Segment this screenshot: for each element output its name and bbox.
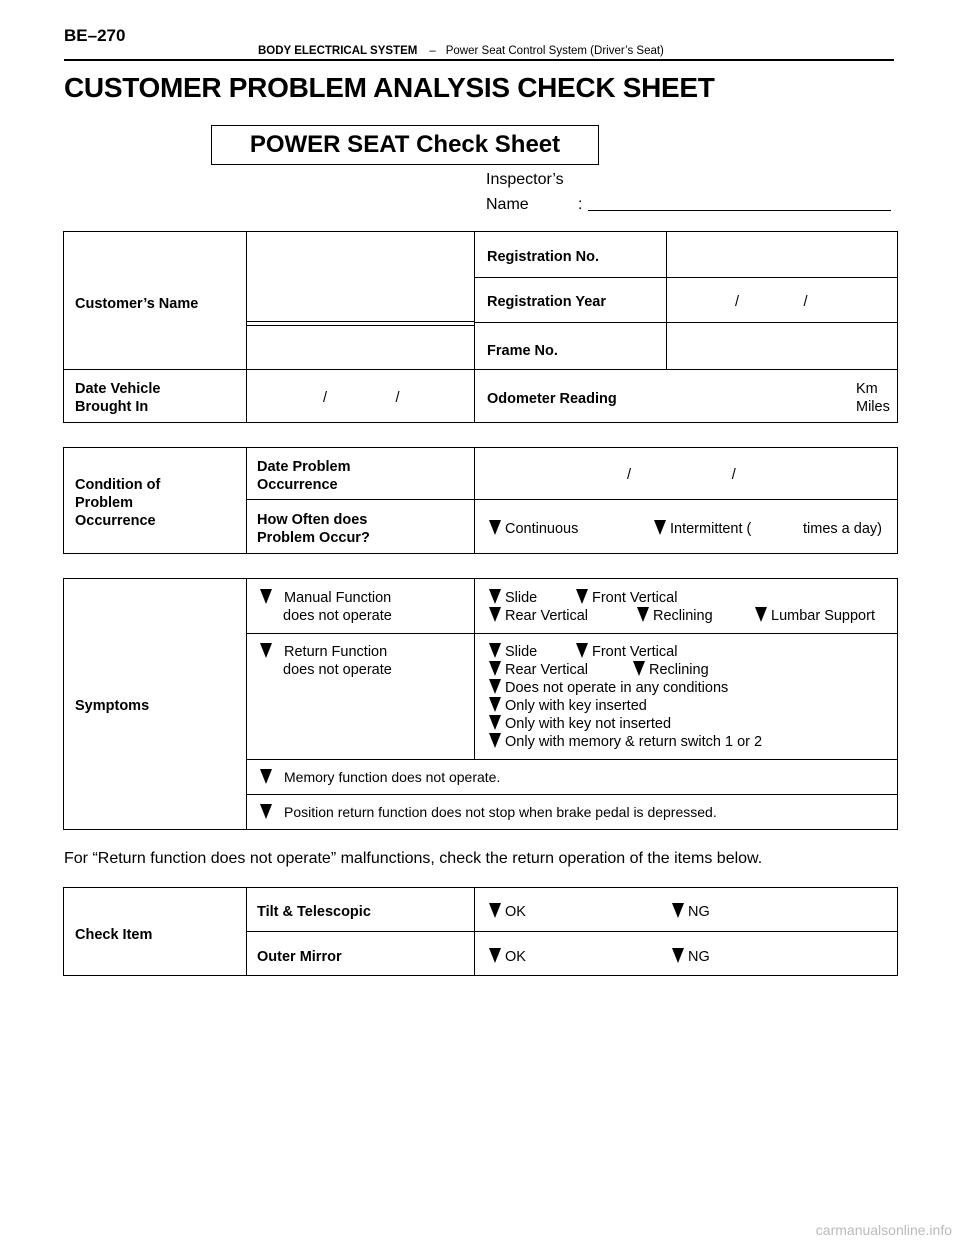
return-check-note: For “Return function does not operate” malfunctions, check the return operation of the items below. <box>64 850 763 867</box>
mirror-ok-option[interactable]: OK <box>489 948 526 966</box>
unit-km: Km <box>856 381 878 397</box>
registration-year-field[interactable]: / / <box>735 294 808 310</box>
registration-no-label: Registration No. <box>487 249 599 265</box>
checkbox-triangle-icon <box>489 733 501 748</box>
return-slide[interactable]: Slide <box>489 643 537 661</box>
checkbox-triangle-icon <box>633 661 645 676</box>
tilt-ok-option[interactable]: OK <box>489 903 526 921</box>
page-number: BE–270 <box>64 26 126 45</box>
inspector-label-line1: Inspector’s <box>486 171 564 188</box>
checkbox-triangle-icon <box>489 607 501 622</box>
checkbox-triangle-icon <box>489 661 501 676</box>
condition-label-3: Occurrence <box>75 513 156 529</box>
condition-table <box>63 447 898 554</box>
check-item-table <box>63 887 898 976</box>
watermark: carmanualsonline.info <box>815 1222 952 1238</box>
checkbox-triangle-icon <box>489 903 501 918</box>
return-any-conditions[interactable]: Does not operate in any conditions <box>489 679 728 697</box>
manual-function-item[interactable]: Manual Function <box>260 589 391 607</box>
checkbox-triangle-icon <box>489 679 501 694</box>
checkbox-triangle-icon <box>489 643 501 658</box>
unit-miles: Miles <box>856 399 890 415</box>
checkbox-triangle-icon <box>576 589 588 604</box>
checkbox-triangle-icon <box>489 948 501 963</box>
checkbox-triangle-icon <box>489 715 501 730</box>
checkbox-triangle-icon <box>755 607 767 622</box>
return-key-not-inserted[interactable]: Only with key not inserted <box>489 715 671 733</box>
checkbox-triangle-icon <box>576 643 588 658</box>
checkbox-triangle-icon <box>489 520 501 535</box>
option-continuous[interactable]: Continuous <box>489 520 578 538</box>
sheet-title-box <box>211 125 599 165</box>
return-rear-vertical[interactable]: Rear Vertical <box>489 661 588 679</box>
date-problem-label-2: Occurrence <box>257 477 338 493</box>
checkbox-triangle-icon <box>260 643 272 658</box>
header-separator: – <box>429 45 436 57</box>
times-a-day-label: times a day) <box>803 521 882 537</box>
sheet-title: POWER SEAT Check Sheet <box>249 131 561 158</box>
checkbox-triangle-icon <box>260 769 272 784</box>
manual-front-vertical[interactable]: Front Vertical <box>576 589 677 607</box>
registration-year-label: Registration Year <box>487 294 607 310</box>
return-memory-switch[interactable]: Only with memory & return switch 1 or 2 <box>489 733 762 751</box>
checkbox-triangle-icon <box>489 589 501 604</box>
inspector-name-field[interactable] <box>588 210 891 211</box>
tilt-telescopic-label: Tilt & Telescopic <box>257 904 371 920</box>
checkbox-triangle-icon <box>260 589 272 604</box>
condition-label-2: Problem <box>75 495 134 511</box>
checkbox-triangle-icon <box>637 607 649 622</box>
how-often-label-2: Problem Occur? <box>257 530 370 546</box>
manual-slide[interactable]: Slide <box>489 589 537 607</box>
customer-name-label: Customer’s Name <box>75 296 199 312</box>
checkbox-triangle-icon <box>489 697 501 712</box>
symptoms-table <box>63 578 898 830</box>
return-front-vertical[interactable]: Front Vertical <box>576 643 677 661</box>
condition-label-1: Condition of <box>75 477 161 493</box>
section-header <box>258 45 664 57</box>
memory-function-item[interactable]: Memory function does not operate. <box>260 768 500 786</box>
odometer-label: Odometer Reading <box>487 391 617 407</box>
tilt-ng-option[interactable]: NG <box>672 903 710 921</box>
customer-table <box>63 231 898 423</box>
return-function-item[interactable]: Return Function <box>260 643 387 661</box>
date-problem-field[interactable]: / / <box>627 467 736 483</box>
mirror-ng-option[interactable]: NG <box>672 948 710 966</box>
manual-function-line2: does not operate <box>283 608 392 624</box>
page-title: CUSTOMER PROBLEM ANALYSIS CHECK SHEET <box>64 72 715 103</box>
symptoms-label: Symptoms <box>75 698 150 714</box>
how-often-label-1: How Often does <box>257 512 368 528</box>
inspector-colon: : <box>578 196 583 213</box>
checkbox-triangle-icon <box>672 948 684 963</box>
return-reclining[interactable]: Reclining <box>633 661 709 679</box>
check-item-label: Check Item <box>75 927 153 943</box>
checkbox-triangle-icon <box>260 804 272 819</box>
checkbox-triangle-icon <box>654 520 666 535</box>
date-brought-label-2: Brought In <box>75 399 149 415</box>
date-brought-label-1: Date Vehicle <box>75 381 161 397</box>
return-key-inserted[interactable]: Only with key inserted <box>489 697 647 715</box>
date-problem-label-1: Date Problem <box>257 459 351 475</box>
position-return-item[interactable]: Position return function does not stop when brake pedal is depressed. <box>260 803 717 821</box>
header-rule <box>64 59 894 61</box>
return-function-line2: does not operate <box>283 662 392 678</box>
option-intermittent[interactable]: Intermittent ( <box>654 520 751 538</box>
manual-lumbar-support[interactable]: Lumbar Support <box>755 607 875 625</box>
date-brought-field[interactable]: / / <box>323 390 400 406</box>
outer-mirror-label: Outer Mirror <box>257 949 342 965</box>
checkbox-triangle-icon <box>672 903 684 918</box>
frame-no-label: Frame No. <box>487 343 558 359</box>
system-name: BODY ELECTRICAL SYSTEM <box>258 45 418 57</box>
inspector-label-line2: Name <box>486 196 529 213</box>
section-name: Power Seat Control System (Driver’s Seat) <box>445 45 664 57</box>
manual-reclining[interactable]: Reclining <box>637 607 713 625</box>
manual-rear-vertical[interactable]: Rear Vertical <box>489 607 588 625</box>
